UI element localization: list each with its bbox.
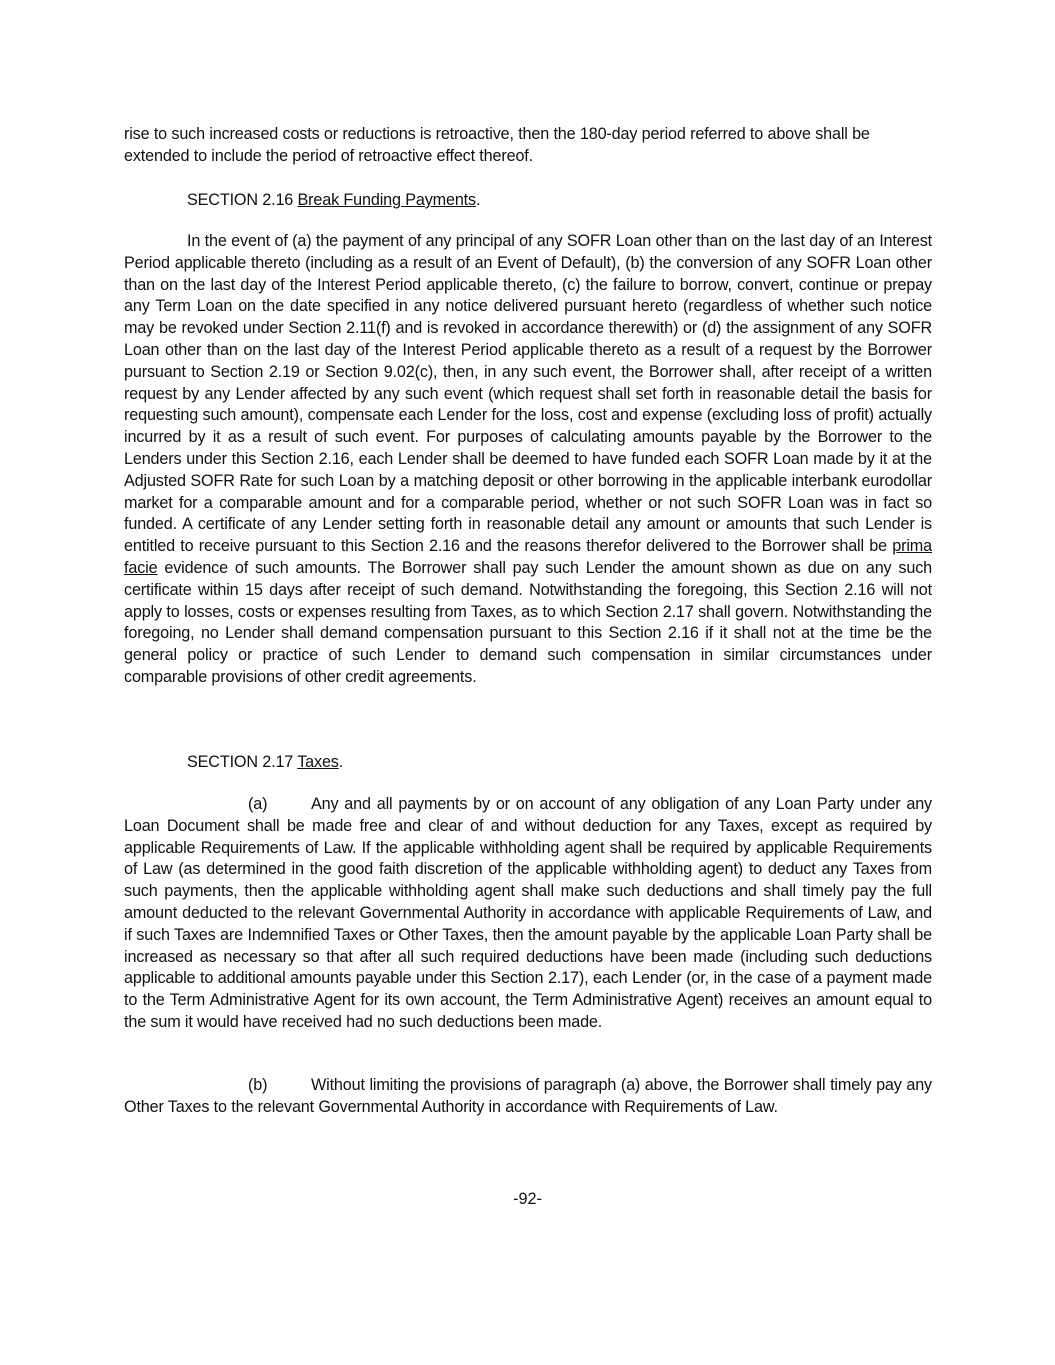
section-2-17-punct: . — [338, 753, 344, 771]
section-2-16-heading — [187, 189, 480, 211]
continuation-paragraph: rise to such increased costs or reductions is retroactive, then the 180-day period referred to above shall be extended to include the period of retroactive effect thereof. — [124, 125, 870, 165]
section-2-17-title: Taxes — [297, 753, 339, 771]
section-2-16-body-b: evidence of such amounts. The Borrower shall pay such Lender the amount shown as due on any such certificate within 15 days after receipt of such demand. Notwithstanding the foregoing, this Section 2.16 will not apply to losses, costs or expenses resulting from Taxes, as to which Section 2.17 shall govern. Notwithstanding the foregoing, no Lender shall demand compensation pursuant to this Section 2.16 if it shall not at the time be the general policy or practice of such Lender to demand such compensation in similar circumstances under comparable provisions of other credit agreements. — [124, 558, 932, 686]
paragraph-b-label: (b) — [248, 1076, 268, 1094]
section-2-17-paragraph-a — [124, 794, 932, 1034]
paragraph-a-label: (a) — [248, 795, 268, 813]
section-2-17-heading — [187, 751, 343, 773]
section-2-17-number: SECTION 2.17 — [187, 753, 294, 771]
section-2-16-punct: . — [475, 191, 481, 209]
page-number: -92- — [513, 1190, 542, 1208]
paragraph-b-text: Without limiting the provisions of paragraph (a) above, the Borrower shall timely pay any Other Taxes to the relevant Governmental Authority in accordance with Requirements of Law. — [124, 1076, 932, 1116]
section-2-16-body-a: In the event of (a) the payment of any principal of any SOFR Loan other than on the last day of an Interest Period applicable thereto (including as a result of an Event of Default), (b) the conversion of any SOFR Loan other than on the last day of the Interest Period applicable thereto, (c) the failure to borrow, convert, continue or prepay any Term Loan on the date specified in any notice delivered pursuant hereto (regardless of whether such notice may be revoked under Section 2.11(f) and is revoked in accordance therewith) or (d) the assignment of any SOFR Loan other than on the last day of the Interest Period applicable thereto as a result of a request by the Borrower pursuant to Section 2.19 or Section 9.02(c), then, in any such event, the Borrower shall, after receipt of a written request by any Lender affected by any such event (which request shall set forth in reasonable detail the basis for requesting such amount), compensate each Lender for the loss, cost and expense (excluding loss of profit) actually incurred by it as a result of such event. For purposes of calculating amounts payable by the Borrower to the Lenders under this Section 2.16, each Lender shall be deemed to have funded each SOFR Loan made by it at the Adjusted SOFR Rate for such Loan by a matching deposit or other borrowing in the applicable interbank eurodollar market for a comparable amount and for a comparable period, whether or not such SOFR Loan was in fact so funded. A certificate of any Lender setting forth in reasonable detail any amount or amounts that such Lender is entitled to receive pursuant to this Section 2.16 and the reasons therefor delivered to the Borrower shall be — [124, 232, 932, 556]
paragraph-a-text: Any and all payments by or on account of any obligation of any Loan Party under any Loan Document shall be made free and clear of and without deduction for any Taxes, except as required by applicable Requirements of Law. If the applicable withholding agent shall be required by applicable Requirements of Law (as determined in the good faith discretion of the applicable withholding agent) to deduct any Taxes from such payments, then the applicable withholding agent shall make such deductions and shall timely pay the full amount deducted to the relevant Governmental Authority in accordance with applicable Requirements of Law, and if such Taxes are Indemnified Taxes or Other Taxes, then the amount payable by the applicable Loan Party shall be increased as necessary so that after all such required deductions have been made (including such deductions applicable to additional amounts payable under this Section 2.17), each Lender (or, in the case of a payment made to the Term Administrative Agent for its own account, the Term Administrative Agent) receives an amount equal to the sum it would have received had no such deductions been made. — [124, 795, 932, 1031]
section-2-16-title: Break Funding Payments — [297, 191, 476, 209]
prima-term: prima — [892, 537, 932, 556]
facie-term: facie — [124, 558, 158, 577]
section-2-17-paragraph-b — [124, 1075, 932, 1119]
section-2-16-body — [124, 231, 932, 689]
section-2-16-number: SECTION 2.16 — [187, 191, 294, 209]
